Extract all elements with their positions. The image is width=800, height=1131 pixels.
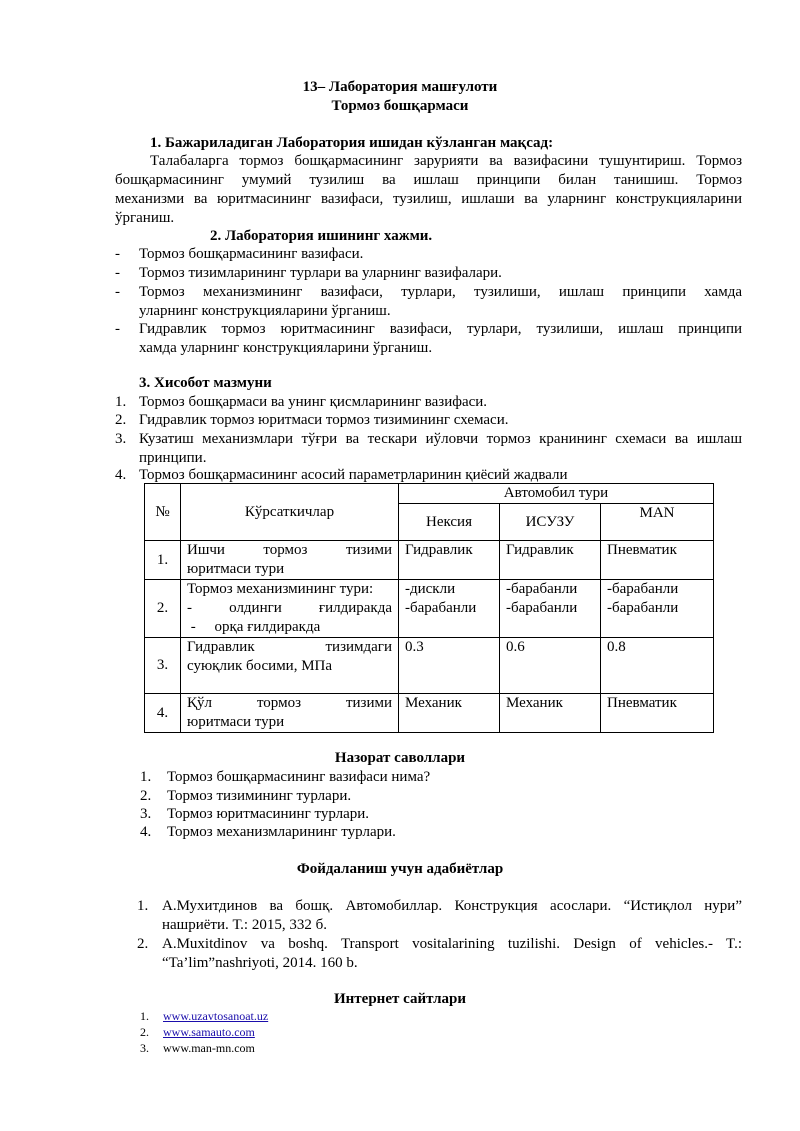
cell-line: 0.3 <box>405 639 424 655</box>
cell-isuzu <box>500 580 601 638</box>
list-item-text: Тормоз тизимларининг турлари ва уларнинг вазифалари. <box>139 265 502 281</box>
header-vehicle-type: Автомобил тури <box>399 484 714 504</box>
cell-isuzu <box>500 541 601 580</box>
header-isuzu: ИСУЗУ <box>500 504 601 541</box>
cell-line: Механик <box>506 695 563 711</box>
table-header-row <box>145 484 714 504</box>
row-number: 1. <box>145 541 181 580</box>
cell-line: 0.6 <box>506 639 525 655</box>
cell-line: суюқлик босими, МПа <box>187 658 333 674</box>
list-item-text: Тормоз бошқармасининг асосий параметрларинин қиёсий жадвали <box>139 467 568 483</box>
section1-heading: 1. Бажариладиган Лаборатория ишидан кўзланган мақсад: <box>150 135 554 151</box>
list-item-text: Гидравлик тормоз юритмаси тормоз тизимининг схемаси. <box>139 412 509 428</box>
row-indicator <box>181 541 399 580</box>
row-number: 4. <box>145 694 181 733</box>
cell-line: Қўл тормоз тизими <box>187 695 392 711</box>
cell-isuzu <box>500 638 601 694</box>
header-number: № <box>145 484 181 541</box>
list-item-text: нашриёти. Т.: 2015, 332 б. <box>162 917 327 933</box>
table-row <box>145 638 714 694</box>
list-item-text: А.Мухитдинов ва бошқ. Автомобиллар. Конструкция асослари. “Истиқлол нури” <box>162 898 742 914</box>
list-marker: 1. <box>140 769 152 785</box>
list-marker: - <box>115 265 120 281</box>
list-item-text: уларнинг конструкцияларини ўрганиш. <box>139 303 391 319</box>
cell-nexia <box>399 638 500 694</box>
list-item-text: Тормоз тизимининг турлари. <box>167 788 352 804</box>
table-row <box>145 541 714 580</box>
list-marker: - <box>115 246 120 262</box>
list-item-text: Тормоз юритмасининг турлари. <box>167 806 370 822</box>
row-number: 3. <box>145 638 181 694</box>
row-indicator <box>181 638 399 694</box>
list-item-text: Тормоз бошқармасининг вазифаси. <box>139 246 364 262</box>
list-item-text: A.Muxitdinov va boshq. Transport vositalarining tuzilishi. Design of vehicles.- T.: <box>162 936 742 952</box>
cell-line: -барабанли <box>506 581 578 597</box>
list-item-text: Кузатиш механизмлари тўғри ва тескари иўловчи тормоз кранининг схемаси ва ишлаш <box>139 431 742 447</box>
list-marker: 2. <box>115 412 127 428</box>
list-marker: 4. <box>115 467 127 483</box>
section3-heading: 3. Хисобот мазмуни <box>139 375 272 391</box>
row-indicator <box>181 694 399 733</box>
cell-line: - орқа ғилдиракда <box>187 619 321 635</box>
list-item-text: принципи. <box>139 450 207 466</box>
header-indicators: Кўрсаткичлар <box>181 484 399 541</box>
header-man: MAN <box>601 504 714 541</box>
literature-heading: Фойдаланиш учун адабиётлар <box>296 861 504 877</box>
cell-man <box>601 694 714 733</box>
list-marker: 1. <box>137 898 149 914</box>
list-marker: 4. <box>140 824 152 840</box>
table-row <box>145 580 714 638</box>
header-nexia: Нексия <box>399 504 500 541</box>
cell-line: Гидравлик тизимдаги <box>187 639 392 655</box>
cell-line: -дискли <box>405 581 456 597</box>
cell-line: юритмаси тури <box>187 561 285 577</box>
table-row <box>145 694 714 733</box>
cell-line: -барабанли <box>506 600 578 616</box>
website-link-uzavtosanoat[interactable]: www.uzavtosanoat.uz <box>163 1009 269 1023</box>
document-subtitle: Тормоз бошқармаси <box>331 98 469 114</box>
list-marker: 3. <box>115 431 127 447</box>
cell-man <box>601 580 714 638</box>
cell-man <box>601 638 714 694</box>
list-item-text: Тормоз бошқармаси ва унинг қисмларининг вазифаси. <box>139 394 488 410</box>
row-indicator <box>181 580 399 638</box>
section1-line: бошқармасининг умумий тузилиш ва ишлаш принципи билан танишиш. Тормоз <box>115 172 742 188</box>
list-item-text: Тормоз механизмларининг турлари. <box>167 824 396 840</box>
list-marker: 2. <box>137 936 149 952</box>
cell-line: Гидравлик <box>506 542 574 558</box>
cell-line: юритмаси тури <box>187 714 285 730</box>
cell-nexia <box>399 580 500 638</box>
section1-line: механизми ва юритмасининг вазифаси, тузилиш, ишлаши ва уларнинг конструкцияларини <box>115 191 742 207</box>
cell-line: Ишчи тормоз тизими <box>187 542 392 558</box>
cell-nexia <box>399 694 500 733</box>
cell-line: 0.8 <box>607 639 626 655</box>
list-marker: 2. <box>140 788 152 804</box>
list-marker: 1. <box>140 1009 149 1023</box>
list-marker: 1. <box>115 394 127 410</box>
cell-line: -барабанли <box>607 581 679 597</box>
list-item-text: Тормоз механизмининг вазифаси, турлари, тузилиши, ишлаш принципи хамда <box>139 284 742 300</box>
section1-line: ўрганиш. <box>115 210 175 226</box>
row-number: 2. <box>145 580 181 638</box>
cell-line: -барабанли <box>405 600 477 616</box>
section1-line: Талабаларга тормоз бошқармасининг зарурияти ва вазифасини тушунтириш. Тормоз <box>150 153 742 169</box>
document-title: 13– Лаборатория машғулоти <box>302 79 498 95</box>
cell-line: Пневматик <box>607 695 677 711</box>
cell-line: -барабанли <box>607 600 679 616</box>
control-heading: Назорат саволлари <box>334 750 466 766</box>
section2-heading: 2. Лаборатория ишининг хажми. <box>210 228 433 244</box>
cell-line: Тормоз механизмининг тури: <box>187 581 374 597</box>
internet-heading: Интернет сайтлари <box>334 991 466 1007</box>
list-marker: 3. <box>140 1041 149 1055</box>
cell-isuzu <box>500 694 601 733</box>
list-item-text: “Ta’lim”nashriyoti, 2014. 160 b. <box>162 955 358 971</box>
comparison-table <box>144 483 714 733</box>
website-link-samauto[interactable]: www.samauto.com <box>163 1025 255 1039</box>
cell-man <box>601 541 714 580</box>
cell-line: - олдинги ғилдиракда <box>187 600 392 616</box>
cell-line: Гидравлик <box>405 542 473 558</box>
list-marker: - <box>115 321 120 337</box>
section1-paragraph <box>115 152 742 228</box>
list-item-text: хамда уларнинг конструкцияларини ўрганиш. <box>139 340 433 356</box>
cell-line: Пневматик <box>607 542 677 558</box>
website-text-man: www.man-mn.com <box>163 1041 255 1055</box>
cell-line: Механик <box>405 695 462 711</box>
list-marker: - <box>115 284 120 300</box>
cell-nexia <box>399 541 500 580</box>
list-marker: 2. <box>140 1025 149 1039</box>
list-marker: 3. <box>140 806 152 822</box>
list-item-text: Гидравлик тормоз юритмасининг вазифаси, турлари, тузилиши, ишлаш принципи <box>139 321 742 337</box>
list-item-text: Тормоз бошқармасининг вазифаси нима? <box>167 769 431 785</box>
